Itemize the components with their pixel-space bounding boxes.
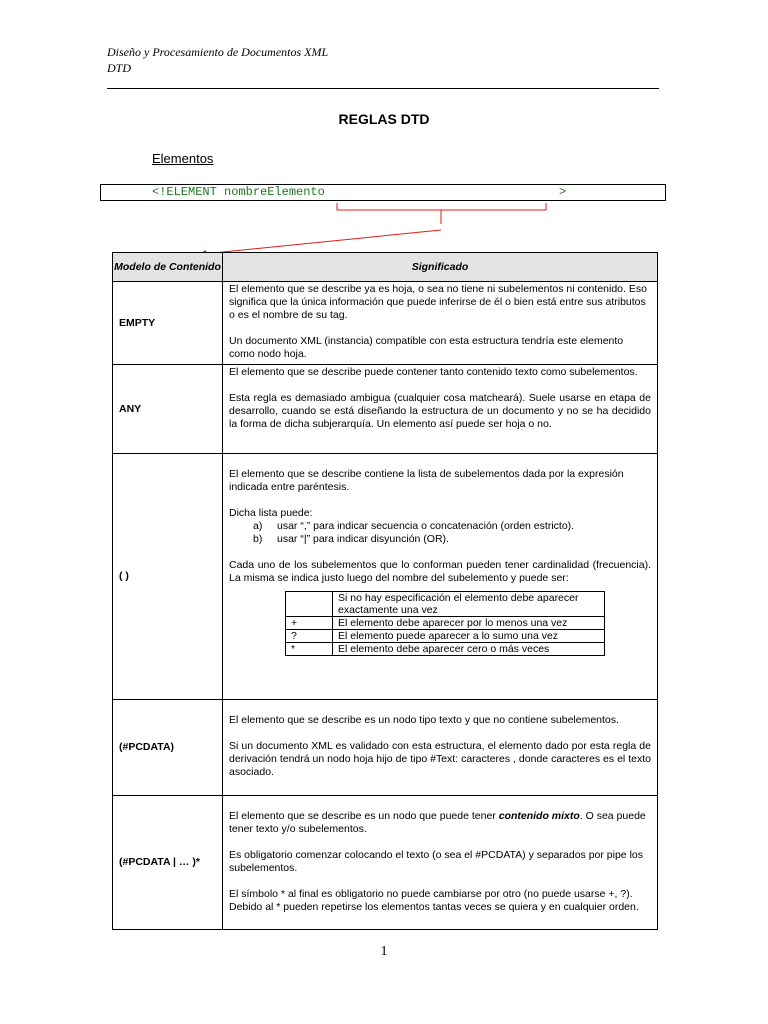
page-title: REGLAS DTD: [338, 111, 430, 127]
table-row: [113, 796, 658, 930]
description-paragraph: Esta regla es demasiado ambigua (cualquier cosa matcheará). Suele usarse en etapa de desarrollo, cuando se está diseñando la estructura de un documento y no se ha decidido la forma de dicha subjerarquía. Un elemento así puede ser hoja o no.: [229, 392, 651, 430]
cardinality-symbol: ?: [286, 630, 333, 643]
list-text: usar “|” para indicar disyunción (OR).: [277, 533, 449, 545]
description-text: . O sea puede tener texto y/o subelementos.: [229, 810, 646, 835]
description-paragraph: Es obligatorio comenzar colocando el texto (o sea el #PCDATA) y separados por pipe los subelementos.: [229, 849, 643, 874]
running-header-subtitle: DTD: [107, 61, 132, 75]
cardinality-symbol: +: [286, 617, 333, 630]
list-item: [253, 533, 651, 546]
list-item: [253, 520, 651, 533]
description-paragraph: El elemento que se describe contiene la lista de subelementos dada por la expresión indicada entre paréntesis.: [229, 468, 624, 493]
description-paragraph: El elemento que se describe puede contener tanto contenido texto como subelementos.: [229, 366, 638, 378]
content-model-table: [112, 252, 658, 930]
table-row: [113, 454, 658, 700]
description-paragraph: Cada uno de los subelementos que lo conforman pueden tener cardinalidad (frecuencia). La misma se indica justo luego del nombre del subelemento y puede ser:: [229, 559, 651, 584]
description-paragraph: Si un documento XML es validado con esta estructura, el elemento dado por esta regla de derivación tendrá un nodo hoja hijo de tipo #Text: caracteres , donde caracteres es el texto asociado.: [229, 740, 651, 778]
cardinality-row: [286, 592, 605, 617]
description-paragraph: Dicha lista puede:: [229, 507, 313, 519]
description-text: El elemento que se describe es un nodo que puede tener: [229, 810, 496, 822]
cardinality-meaning: El elemento debe aparecer por lo menos una vez: [333, 617, 605, 630]
cardinality-meaning: El elemento puede aparecer a lo sumo una vez: [333, 630, 605, 643]
cardinality-symbol: *: [286, 643, 333, 656]
section-heading: Elementos: [152, 151, 214, 166]
annotation-brace-arrow: [0, 0, 768, 280]
description-paragraph: El elemento que se describe ya es hoja, o sea no tiene ni subelementos ni contenido. Eso significa que la única información que puede inferirse de él o bien está entre sus atributos o es el nombre de su tag.: [229, 283, 647, 321]
cardinality-row: [286, 617, 605, 630]
model-name: (#PCDATA | … )*: [113, 796, 223, 930]
description-paragraph: [229, 810, 651, 836]
cardinality-meaning: El elemento debe aparecer cero o más veces: [333, 643, 605, 656]
element-declaration: <!ELEMENT nombreElemento: [152, 185, 325, 199]
list-text: usar “,” para indicar secuencia o concatenación (orden estricto).: [277, 520, 575, 532]
header-rule: [107, 88, 659, 89]
model-description: [223, 454, 658, 700]
list-marker: b): [253, 533, 263, 545]
description-paragraph: Un documento XML (instancia) compatible con esta estructura tendría este elemento como nodo hoja.: [229, 335, 624, 360]
description-paragraph: El símbolo * al final es obligatorio no puede cambiarse por otro (no puede usarse +, ?). Debido al * pueden repetirse los elementos tantas veces se quiera y en cualquier orden.: [229, 888, 639, 913]
page-number: 1: [380, 944, 388, 959]
cardinality-meaning: Si no hay especificación el elemento debe aparecer exactamente una vez: [333, 592, 605, 617]
annotation-brace: [337, 203, 546, 224]
cardinality-row: [286, 630, 605, 643]
model-description: [223, 365, 658, 454]
model-name: (#PCDATA): [113, 700, 223, 796]
table-header-row: [113, 253, 658, 282]
model-description: [223, 700, 658, 796]
column-header-meaning: Significado: [223, 253, 658, 282]
annotation-arrow-line: [203, 230, 441, 254]
model-name: EMPTY: [113, 282, 223, 365]
description-paragraph: El elemento que se describe es un nodo tipo texto y que no contiene subelementos.: [229, 714, 619, 726]
model-description: [223, 282, 658, 365]
running-header-title: Diseño y Procesamiento de Documentos XML: [107, 45, 329, 59]
cardinality-table: [285, 591, 605, 656]
separator-list: [229, 520, 651, 546]
model-name: ANY: [113, 365, 223, 454]
model-description: [223, 796, 658, 930]
column-header-model: Modelo de Contenido: [113, 253, 223, 282]
cardinality-row: [286, 643, 605, 656]
table-row: [113, 700, 658, 796]
list-marker: a): [253, 520, 263, 532]
table-row: [113, 282, 658, 365]
table-row: [113, 365, 658, 454]
mixed-content-emphasis: contenido mixto: [498, 810, 580, 822]
cardinality-symbol: [286, 592, 333, 617]
declaration-close: >: [559, 185, 567, 199]
model-name: ( ): [113, 454, 223, 700]
